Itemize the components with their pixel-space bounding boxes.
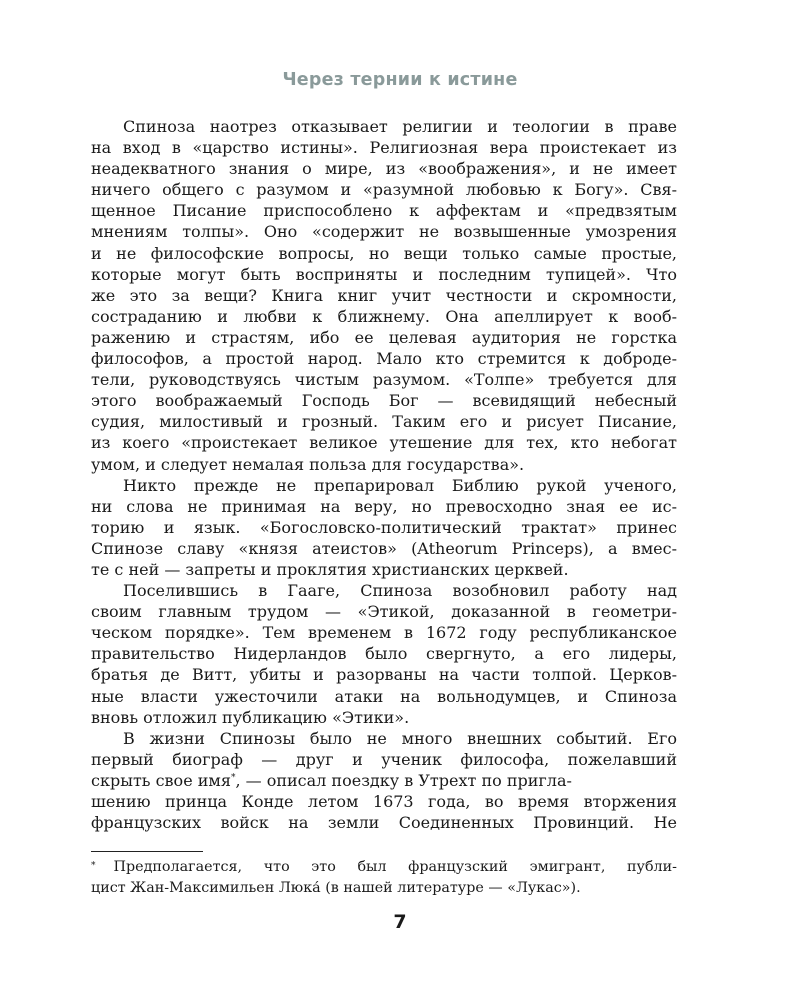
page-number: 7 [393, 911, 407, 933]
footnote-text: Предполагается, что это был французский эмигрант, публи- [113, 859, 677, 875]
text-line: этого воображаемый Господь Бог — всевидящий небесный [91, 391, 677, 411]
text-line: своим главным трудом — «Этикой, доказанной в геометри- [91, 602, 677, 622]
text-fragment: скрыть свое имя [91, 770, 231, 790]
text-line: философов, а простой народ. Мало кто стремится к доброде- [91, 349, 677, 369]
footnote-marker: * [91, 861, 96, 871]
paragraph [91, 475, 677, 580]
text-line: Спиноза наотрез отказывает религии и теологии в праве [123, 117, 677, 136]
text-line: ные власти ужесточили атаки на вольнодумцев, и Спиноза [91, 686, 677, 706]
text-line: шению принца Конде летом 1673 года, во время вторжения [91, 792, 677, 811]
text-line: тели, руководствуясь чистым разумом. «Толпе» требуется для [91, 370, 677, 390]
text-line: правительство Нидерландов было свергнуто, а его лидеры, [91, 644, 677, 664]
text-line: умом, и следует немалая польза для государства». [91, 454, 525, 474]
text-line: неадекватного знания о мире, из «воображения», и не имеет [91, 159, 677, 179]
footnote [91, 857, 677, 899]
text-line: мнениям толпы». Оно «содержит не возвышенные умозрения [91, 222, 677, 242]
text-line: французских войск на земли Соединенных Провинций. Не [91, 813, 677, 833]
text-line: вновь отложил публикацию «Этики». [91, 707, 410, 727]
text-line: ражению и страстям, ибо ее целевая аудитория не горстка [91, 327, 677, 347]
paragraph [91, 580, 677, 728]
text-line: состраданию и любви к ближнему. Она апеллирует к вооб- [91, 306, 677, 326]
text-line: Поселившись в Гааге, Спиноза возобновил работу над [123, 581, 677, 601]
text-line: те с ней — запреты и проклятия христианских церквей. [91, 559, 569, 579]
text-line: же это за вещи? Книга книг учит честности и скромности, [91, 285, 677, 305]
text-line: первый биограф — друг и ученик философа, пожелавший [91, 749, 677, 769]
text-line: щенное Писание приспособлено к аффектам и «предвзятым [91, 201, 677, 221]
footnote-reference[interactable]: * [230, 772, 236, 783]
footnote-line [91, 857, 677, 878]
text-line: Никто прежде не препарировал Библию рукой ученого, [123, 475, 677, 495]
text-line: ни слова не принимая на веру, но превосходно зная ее ис- [91, 496, 677, 516]
text-line: В жизни Спинозы было не много внешних событий. Его [123, 728, 677, 748]
text-line: судия, милостивый и грозный. Таким его и рисует Писание, [91, 412, 677, 432]
text-line: из коего «проистекает великое утешение для тех, кто небогат [91, 433, 677, 453]
footnote-divider [91, 851, 203, 852]
text-line: на вход в «царство истины». Религиозная вера проистекает из [91, 138, 677, 158]
paragraph [91, 728, 677, 833]
text-line: ческом порядке». Тем временем в 1672 году республиканское [91, 623, 677, 643]
text-line: которые могут быть восприняты и последним тупицей». Что [91, 264, 677, 284]
text-line: братья де Витт, убиты и разорваны на части толпой. Церков- [91, 665, 677, 685]
text-line: Спинозе славу «князя атеистов» (Atheorum Princeps), а вмес- [91, 538, 677, 558]
text-line: торию и язык. «Богословско-политический трактат» принес [91, 517, 677, 537]
paragraph [91, 116, 677, 475]
text-line: и не философские вопросы, но вещи только самые простые, [91, 243, 677, 263]
footnote-line: цист Жан-Максимильен Люка́ (в нашей литературе — «Лукас»). [91, 880, 581, 896]
body-text [91, 116, 677, 833]
text-line [91, 770, 677, 791]
text-line: ничего общего с разумом и «разумной любовью к Богу». Свя- [91, 180, 677, 200]
text-fragment: , — описал поездку в Утрехт по пригла- [235, 770, 572, 790]
running-head: Через тернии к истине [282, 70, 518, 90]
